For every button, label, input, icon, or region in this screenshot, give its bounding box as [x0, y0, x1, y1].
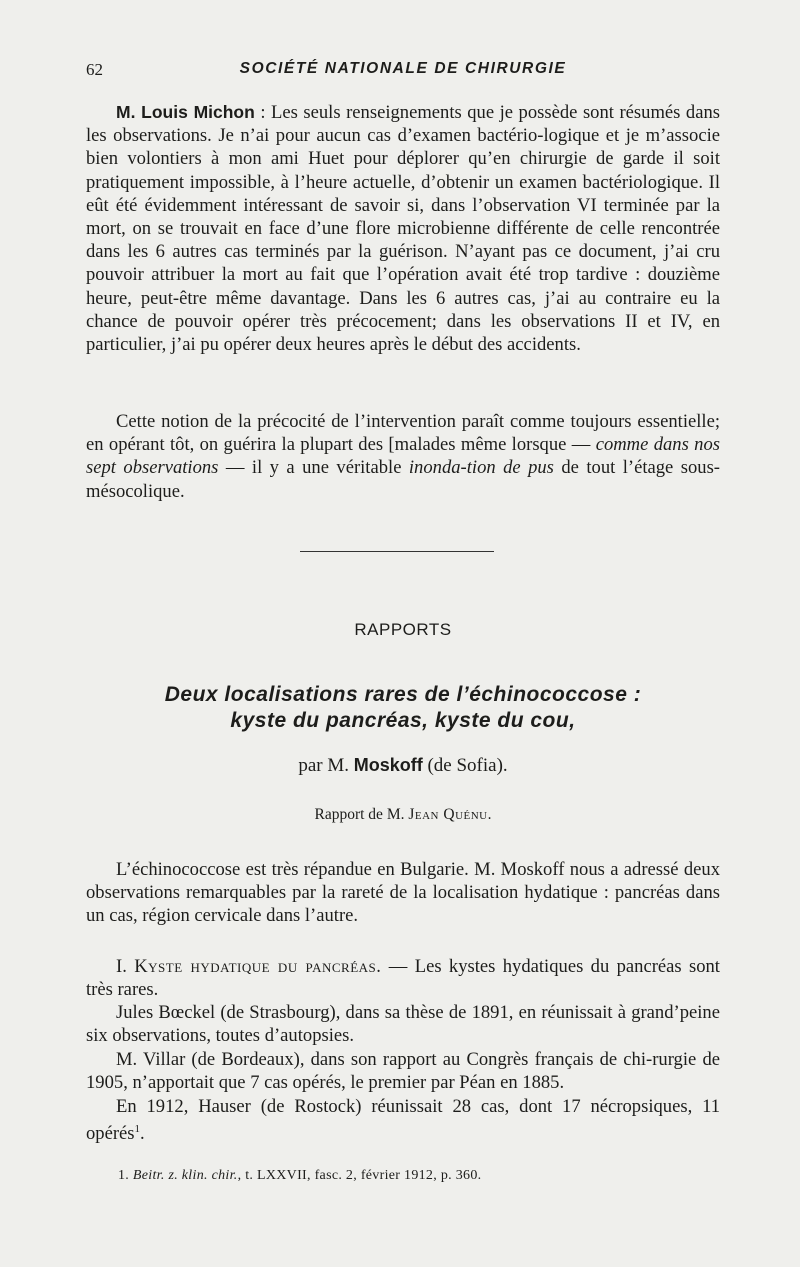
section-divider: [300, 551, 494, 552]
paragraph-text: En 1912, Hauser (de Rostock) réunissait 28 cas, dont 17 nécropsiques, 11 opérés: [86, 1096, 720, 1145]
footnote-number: 1.: [118, 1168, 133, 1183]
footnote-marker: 1: [134, 1123, 141, 1136]
speaker-name: M. Louis Michon: [116, 102, 255, 122]
page-number: 62: [86, 60, 103, 79]
paragraph-text: de tout l’étage sous-mésocolique.: [86, 457, 720, 502]
footnote-journal: Beitr. z. klin. chir.: [132, 1168, 238, 1183]
report-prefix: Rapport de M.: [314, 806, 409, 823]
author-name: Moskoff: [353, 755, 423, 775]
section-number: I.: [116, 956, 135, 977]
article-title: [86, 682, 720, 734]
report-credit: [86, 806, 720, 824]
byline-prefix: par M.: [298, 755, 354, 776]
paragraph-hauser: [86, 1095, 720, 1146]
article-title-line: Deux localisations rares de l’échinococcose :: [164, 683, 642, 706]
paragraph-intro: L’échinococcose est très répandue en Bulgarie. M. Moskoff nous a adressé deux observations remarquables par la rareté de la localisation hydatique : pancréas dans un cas, région cervicale dans l’autre.: [86, 859, 720, 927]
reporter-name: Jean Quénu: [408, 806, 488, 823]
author-location: (de Sofia).: [422, 755, 508, 776]
article-byline: [86, 755, 720, 777]
paragraph-precocite: [86, 410, 720, 503]
article-title-line: kyste du pancréas, kyste du cou,: [230, 709, 576, 732]
paragraph-villar: M. Villar (de Bordeaux), dans son rapport au Congrès français de chi-rurgie de 1905, n’apportait que 7 cas opérés, le premier par Péan en 1885.: [86, 1049, 720, 1094]
footnote-text: , t. LXXVII, fasc. 2, février 1912, p. 360.: [237, 1168, 482, 1183]
italic-phrase: comme dans nos sept observations: [86, 434, 720, 479]
subsection-title: Kyste hydatique du pancréas.: [134, 956, 382, 977]
paragraph-text: — il y a une véritable: [218, 457, 409, 479]
paragraph-text: Cette notion de la précocité de l’intervention paraît comme toujours essentielle; en opérant tôt, on guérira la plupart des [malades même lorsque —: [86, 411, 720, 456]
footnote: [118, 1168, 481, 1184]
paragraph-text: — Les kystes hydatiques du pancréas sont très rares.: [86, 956, 720, 1001]
paragraph-text: : Les seuls renseignements que je possède sont résumés dans les observations. Je n’ai pour aucun cas d’examen bactério-logique et je m’associe bien volontiers à mon ami Huet pour déplorer qu’en chirurgie de garde il soit pratiquement impossible, à l’heure actuelle, d’obtenir un examen bactériologique. Il eût été évidemment intéressant de savoir si, dans l’observation VI terminée par la mort, on se trouvait en face d’une flore microbienne différente de celle rencontrée dans les 6 autres cas terminés par la guérison. N’ayant pas ce document, j’ai cru pouvoir attribuer la mort au fait que l’opération avait été trop tardive : douzième heure, peut-être même davantage. Dans les 6 autres cas, j’ai au contraire eu la chance de pouvoir opérer très précocement; dans les observations II et IV, en particulier, j’ai pu opérer deux heures après le début des accidents.: [86, 102, 720, 356]
paragraph-michon: [86, 101, 720, 356]
page-header: [86, 60, 720, 84]
italic-phrase: inonda-tion de pus: [408, 457, 554, 479]
paragraph-kyste-pancreas: [86, 955, 720, 1001]
section-heading: RAPPORTS: [354, 620, 452, 639]
paragraph-boeckel: Jules Bœckel (de Strasbourg), dans sa thèse de 1891, en réunissait à grand’peine six observations, toutes d’autopsies.: [86, 1002, 720, 1047]
running-title: SOCIÉTÉ NATIONALE DE CHIRURGIE: [239, 60, 567, 77]
report-suffix: .: [487, 806, 492, 823]
paragraph-end: .: [140, 1123, 145, 1145]
